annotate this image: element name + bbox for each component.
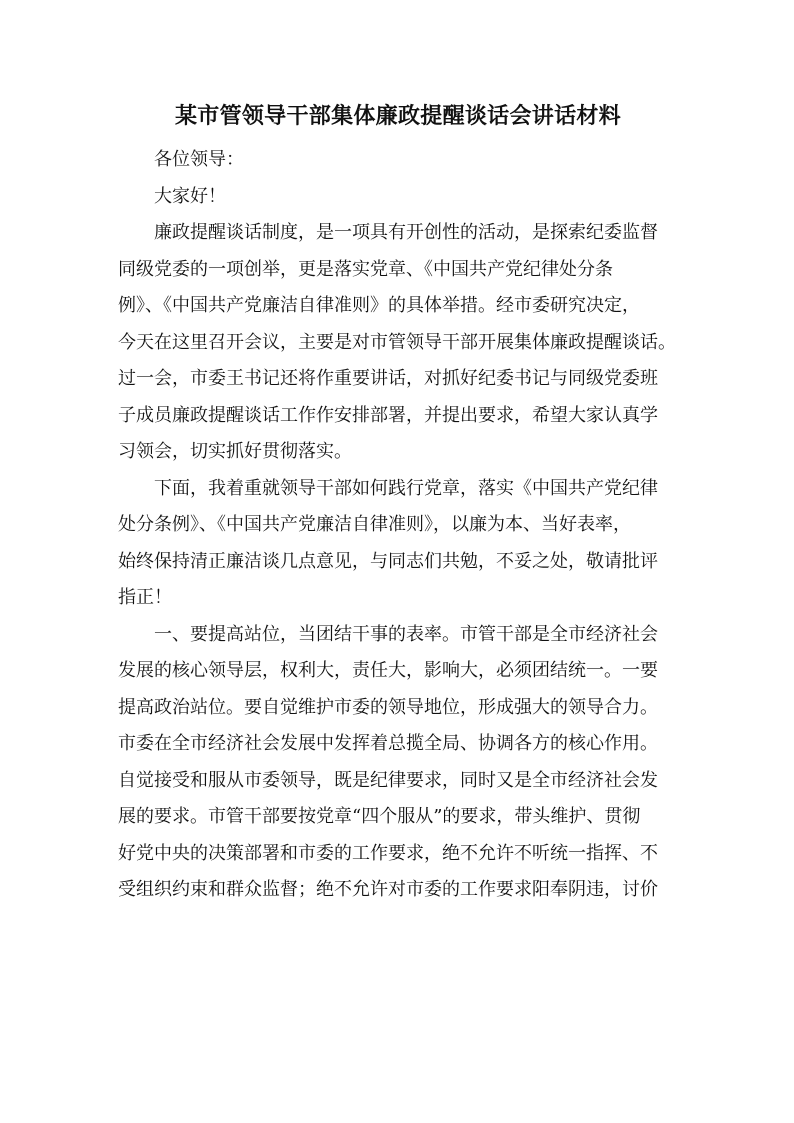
paragraph-line: 各位领导： (154, 149, 244, 170)
paragraph-line: 今天在这里召开会议，主要是对市管领导干部开展集体廉政提醒谈话。 (118, 331, 676, 353)
paragraph-line: 展的要求。市管干部要按党章“四个服从”的要求，带头维护、贯彻 (118, 806, 641, 827)
paragraph-line: 处分条例》、《中国共产党廉洁自律准则》，以廉为本、当好表率， (118, 514, 631, 535)
paragraph-line: 受组织约束和群众监督；绝不允许对市委的工作要求阳奉阴违，讨价 (118, 879, 658, 900)
paragraph-line: 好党中央的决策部署和市委的工作要求，绝不允许不听统一指挥、不 (118, 842, 658, 864)
paragraph-line: 自觉接受和服从市委领导，既是纪律要求，同时又是全市经济社会发 (118, 769, 658, 791)
paragraph-line: 一、要提高站位，当团结干事的表率。市管干部是全市经济社会 (154, 623, 658, 645)
paragraph-line: 例》、《中国共产党廉洁自律准则》的具体举措。经市委研究决定， (118, 295, 640, 316)
body-paragraph (118, 617, 678, 909)
paragraph-line: 指正！ (118, 587, 172, 608)
paragraph-line: 同级党委的一项创举，更是落实党章、《中国共产党纪律处分条 (118, 258, 613, 280)
paragraph-line: 下面，我着重就领导干部如何践行党章，落实《中国共产党纪律 (154, 477, 658, 499)
paragraph-line: 市委在全市经济社会发展中发挥着总揽全局、协调各方的核心作用。 (118, 733, 658, 754)
paragraph-line: 始终保持清正廉洁谈几点意见，与同志们共勉，不妥之处，敬请批评 (118, 550, 658, 572)
paragraph-line: 子成员廉政提醒谈话工作作安排部署，并提出要求，希望大家认真学 (118, 404, 658, 426)
paragraph-line: 廉政提醒谈话制度，是一项具有开创性的活动，是探索纪委监督 (154, 222, 658, 243)
paragraph-line: 大家好！ (154, 185, 226, 207)
paragraph-line: 发展的核心领导层，权利大，责任大，影响大，必须团结统一。一要 (118, 660, 658, 681)
greeting (118, 179, 678, 216)
paragraph-line: 过一会，市委王书记还将作重要讲话，对抓好纪委书记与同级党委班 (118, 368, 658, 389)
document-title: 某市管领导干部集体廉政提醒谈话会讲话材料 (174, 103, 621, 129)
document-page (118, 98, 678, 909)
body-paragraph (118, 215, 678, 471)
paragraph-line: 提高政治站位。要自觉维护市委的领导地位，形成强大的领导合力。 (118, 696, 658, 718)
paragraph-line: 习领会，切实抓好贯彻落实。 (118, 441, 352, 462)
salutation (118, 142, 678, 179)
body-paragraph (118, 471, 678, 617)
